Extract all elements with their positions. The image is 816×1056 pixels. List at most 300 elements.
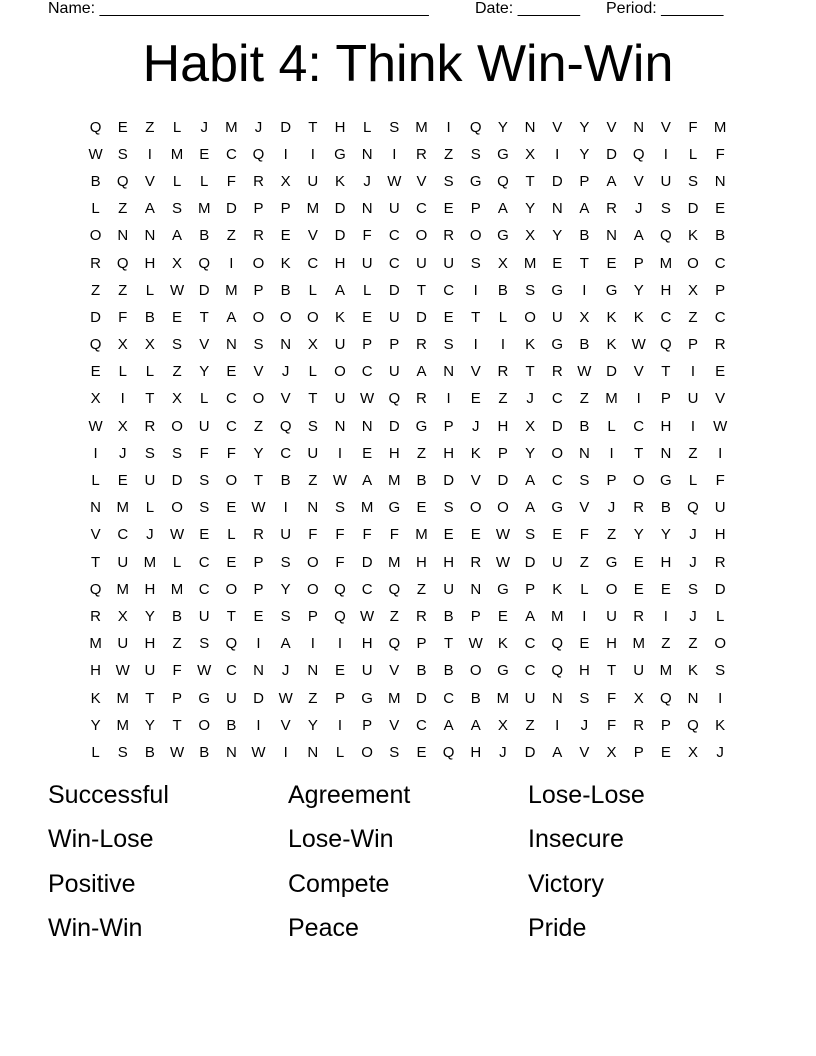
grid-letter: E xyxy=(443,200,454,218)
grid-letter: Z xyxy=(172,635,182,653)
grid-letter: Y xyxy=(633,281,644,299)
grid-letter: Q xyxy=(632,145,645,163)
grid-letter: W xyxy=(169,743,185,761)
grid-letter: K xyxy=(280,254,291,272)
grid-letter: D xyxy=(388,417,400,435)
grid-letter: Q xyxy=(551,662,564,680)
grid-letter: G xyxy=(551,499,564,517)
grid-letter: Q xyxy=(442,743,455,761)
grid-letter: P xyxy=(660,390,671,408)
grid-letter: I xyxy=(636,390,641,408)
grid-row xyxy=(82,141,734,168)
grid-letter: T xyxy=(145,390,155,408)
grid-letter: L xyxy=(118,363,127,381)
grid-letter: U xyxy=(117,635,129,653)
grid-letter: X xyxy=(497,254,508,272)
grid-letter: T xyxy=(172,716,182,734)
grid-row xyxy=(82,332,734,359)
grid-letter: I xyxy=(555,716,560,734)
grid-letter: S xyxy=(579,472,590,490)
grid-letter: S xyxy=(199,499,210,517)
grid-letter: W xyxy=(495,553,510,571)
grid-letter: X xyxy=(172,390,183,408)
grid-letter: Z xyxy=(90,281,101,299)
word-bank-row xyxy=(48,824,768,868)
grid-letter: O xyxy=(469,662,482,680)
grid-row xyxy=(82,467,734,494)
grid-letter: F xyxy=(362,227,372,245)
grid-letter: I xyxy=(446,390,451,408)
grid-letter: Z xyxy=(444,145,454,163)
grid-letter: T xyxy=(525,363,535,381)
grid-letter: R xyxy=(144,417,156,435)
grid-letter: B xyxy=(280,472,291,490)
grid-letter: N xyxy=(470,580,482,598)
grid-letter: K xyxy=(470,444,481,462)
grid-letter: Q xyxy=(116,254,129,272)
grid-letter: H xyxy=(416,553,427,571)
grid-letter: N xyxy=(280,336,292,354)
grid-letter: N xyxy=(443,363,455,381)
grid-letter: G xyxy=(361,689,373,707)
grid-row xyxy=(82,712,734,739)
grid-letter: Y xyxy=(497,118,508,136)
grid-letter: V xyxy=(280,390,291,408)
grid-letter: U xyxy=(524,689,536,707)
grid-letter: D xyxy=(606,145,617,163)
grid-letter: S xyxy=(525,526,536,544)
grid-letter: H xyxy=(361,635,373,653)
grid-letter: D xyxy=(524,743,536,761)
grid-letter: V xyxy=(144,172,155,190)
grid-letter: W xyxy=(251,743,266,761)
grid-letter: D xyxy=(225,200,237,218)
grid-letter: X xyxy=(525,145,536,163)
grid-letter: Z xyxy=(688,635,698,653)
grid-letter: D xyxy=(198,281,210,299)
grid-letter: V xyxy=(253,363,264,381)
grid-letter: M xyxy=(225,281,238,299)
grid-letter: H xyxy=(443,553,455,571)
grid-letter: J xyxy=(200,118,208,136)
grid-letter: T xyxy=(308,118,318,136)
word-bank-item: Peace xyxy=(288,913,359,942)
page-title: Habit 4: Think Win-Win xyxy=(142,35,674,93)
grid-letter: M xyxy=(306,200,320,218)
grid-letter: I xyxy=(500,336,505,354)
grid-letter: O xyxy=(225,580,238,598)
word-bank-item: Compete xyxy=(288,869,390,898)
grid-letter: E xyxy=(226,553,237,571)
grid-letter: N xyxy=(334,417,346,435)
grid-letter: V xyxy=(280,716,291,734)
grid-letter: X xyxy=(144,336,155,354)
grid-letter: J xyxy=(689,553,697,571)
grid-letter: R xyxy=(253,526,264,544)
grid-letter: X xyxy=(117,417,128,435)
grid-letter: J xyxy=(254,118,263,136)
grid-letter: L xyxy=(227,526,236,544)
grid-letter: E xyxy=(715,363,726,381)
grid-letter: E xyxy=(117,118,128,136)
grid-letter: R xyxy=(416,145,427,163)
grid-letter: I xyxy=(256,635,261,653)
grid-letter: X xyxy=(90,390,101,408)
grid-letter: B xyxy=(443,662,454,680)
grid-letter: E xyxy=(552,254,563,272)
grid-letter: E xyxy=(443,526,454,544)
grid-letter: S xyxy=(117,145,128,163)
grid-letter: T xyxy=(145,689,155,707)
grid-letter: T xyxy=(199,308,209,326)
grid-letter: M xyxy=(523,254,537,272)
grid-letter: X xyxy=(688,743,699,761)
grid-letter: Y xyxy=(144,607,155,625)
grid-letter: W xyxy=(88,417,103,435)
grid-letter: M xyxy=(659,254,673,272)
grid-letter: L xyxy=(200,390,209,408)
grid-letter: R xyxy=(714,553,726,571)
grid-letter: O xyxy=(334,363,346,381)
grid-row xyxy=(82,196,734,223)
grid-letter: P xyxy=(525,580,536,598)
grid-letter: P xyxy=(253,553,264,571)
grid-letter: L xyxy=(145,499,155,517)
grid-letter: S xyxy=(307,417,318,435)
grid-letter: D xyxy=(361,553,373,571)
grid-letter: Q xyxy=(469,118,482,136)
grid-letter: W xyxy=(197,662,212,680)
grid-letter: X xyxy=(579,308,590,326)
grid-letter: Q xyxy=(198,254,211,272)
grid-letter: F xyxy=(226,172,236,190)
grid-letter: O xyxy=(361,743,373,761)
grid-letter: M xyxy=(550,607,564,625)
grid-letter: H xyxy=(497,417,509,435)
grid-row xyxy=(82,603,734,630)
grid-letter: R xyxy=(497,363,509,381)
grid-letter: O xyxy=(551,444,564,462)
grid-letter: R xyxy=(606,200,617,218)
grid-letter: S xyxy=(144,444,155,462)
grid-letter: U xyxy=(334,336,346,354)
grid-letter: X xyxy=(280,172,291,190)
grid-letter: P xyxy=(443,417,454,435)
grid-letter: I xyxy=(446,118,451,136)
grid-letter: P xyxy=(253,281,264,299)
grid-letter: M xyxy=(632,635,645,653)
grid-letter: I xyxy=(663,145,668,163)
grid-letter: Y xyxy=(144,716,155,734)
grid-letter: I xyxy=(229,254,234,272)
grid-row xyxy=(82,495,734,522)
grid-letter: U xyxy=(361,662,373,680)
grid-letter: K xyxy=(606,308,617,326)
grid-letter: C xyxy=(225,662,237,680)
grid-letter: D xyxy=(606,363,617,381)
grid-letter: S xyxy=(688,580,699,598)
grid-letter: M xyxy=(415,118,428,136)
grid-letter: U xyxy=(307,172,319,190)
grid-letter: C xyxy=(416,716,427,734)
grid-letter: K xyxy=(715,716,726,734)
grid-letter: Y xyxy=(579,118,590,136)
grid-letter: C xyxy=(443,689,455,707)
grid-letter: J xyxy=(363,172,371,190)
grid-letter: W xyxy=(360,607,375,625)
grid-letter: G xyxy=(388,499,401,517)
grid-letter: U xyxy=(144,662,156,680)
grid-letter: H xyxy=(144,635,156,653)
grid-letter: L xyxy=(308,281,317,299)
grid-letter: P xyxy=(253,580,264,598)
grid-letter: Y xyxy=(280,580,291,598)
grid-letter: R xyxy=(416,390,427,408)
grid-letter: X xyxy=(606,743,617,761)
grid-letter: P xyxy=(579,172,590,190)
grid-letter: D xyxy=(253,689,264,707)
grid-letter: O xyxy=(497,499,509,517)
grid-letter: G xyxy=(334,145,346,163)
grid-letter: M xyxy=(415,526,428,544)
grid-letter: I xyxy=(718,689,723,707)
grid-letter: N xyxy=(307,662,319,680)
grid-letter: G xyxy=(198,689,211,707)
grid-letter: Q xyxy=(660,689,672,707)
grid-letter: O xyxy=(252,308,265,326)
grid-letter: H xyxy=(90,662,101,680)
grid-letter: B xyxy=(199,227,210,245)
grid-letter: M xyxy=(89,635,102,653)
grid-letter: L xyxy=(362,281,372,299)
grid-letter: N xyxy=(225,336,237,354)
grid-letter: M xyxy=(605,390,618,408)
grid-letter: U xyxy=(280,526,292,544)
grid-letter: O xyxy=(524,308,536,326)
grid-letter: N xyxy=(225,743,237,761)
grid-letter: F xyxy=(199,444,209,462)
grid-letter: D xyxy=(334,227,346,245)
grid-row xyxy=(82,223,734,250)
grid-letter: E xyxy=(715,200,726,218)
grid-letter: Y xyxy=(660,526,671,544)
grid-letter: T xyxy=(471,308,481,326)
grid-letter: K xyxy=(606,336,617,354)
grid-letter: E xyxy=(416,743,427,761)
grid-row xyxy=(82,739,734,766)
grid-letter: M xyxy=(713,118,727,136)
grid-letter: R xyxy=(90,254,101,272)
grid-letter: W xyxy=(88,145,103,163)
grid-letter: C xyxy=(225,417,237,435)
grid-letter: O xyxy=(632,472,645,490)
grid-letter: P xyxy=(416,635,427,653)
grid-letter: U xyxy=(361,254,373,272)
grid-letter: O xyxy=(252,390,265,408)
grid-letter: G xyxy=(469,172,482,190)
grid-letter: B xyxy=(226,716,237,734)
grid-letter: C xyxy=(198,580,210,598)
grid-letter: W xyxy=(332,472,348,490)
grid-letter: V xyxy=(389,662,400,680)
grid-letter: E xyxy=(90,363,101,381)
grid-letter: X xyxy=(117,607,128,625)
grid-letter: I xyxy=(283,145,288,163)
grid-letter: W xyxy=(495,526,510,544)
grid-letter: C xyxy=(416,200,427,218)
grid-letter: Z xyxy=(579,390,589,408)
grid-letter: H xyxy=(334,254,346,272)
grid-letter: Y xyxy=(90,716,101,734)
grid-letter: B xyxy=(416,662,427,680)
grid-letter: M xyxy=(496,689,510,707)
grid-letter: L xyxy=(172,172,182,190)
grid-letter: V xyxy=(199,336,210,354)
grid-letter: A xyxy=(362,472,373,490)
grid-letter: U xyxy=(388,308,400,326)
grid-letter: F xyxy=(606,689,617,707)
word-bank-row xyxy=(48,869,768,913)
grid-letter: E xyxy=(579,635,590,653)
grid-row xyxy=(82,359,734,386)
grid-letter: A xyxy=(334,281,345,299)
grid-letter: M xyxy=(388,553,401,571)
grid-letter: W xyxy=(278,689,293,707)
grid-letter: R xyxy=(90,607,101,625)
grid-letter: E xyxy=(443,308,454,326)
grid-letter: A xyxy=(579,200,590,218)
grid-letter: E xyxy=(552,526,563,544)
grid-letter: R xyxy=(633,716,645,734)
grid-letter: N xyxy=(687,689,699,707)
grid-letter: L xyxy=(172,553,182,571)
grid-letter: X xyxy=(117,336,128,354)
grid-letter: U xyxy=(416,254,427,272)
grid-letter: Z xyxy=(661,635,671,653)
grid-letter: R xyxy=(714,336,726,354)
grid-letter: E xyxy=(226,363,237,381)
grid-row xyxy=(82,631,734,658)
grid-letter: R xyxy=(633,607,645,625)
grid-letter: G xyxy=(660,472,672,490)
grid-letter: S xyxy=(443,499,454,517)
grid-letter: L xyxy=(607,417,616,435)
grid-letter: T xyxy=(416,281,427,299)
grid-letter: M xyxy=(116,580,129,598)
grid-letter: S xyxy=(280,553,291,571)
grid-letter: Q xyxy=(116,172,129,190)
grid-letter: M xyxy=(360,499,374,517)
grid-letter: X xyxy=(525,417,536,435)
grid-letter: I xyxy=(473,281,478,299)
grid-row xyxy=(82,114,734,141)
grid-letter: W xyxy=(468,635,483,653)
grid-letter: L xyxy=(172,118,182,136)
word-bank-item: Positive xyxy=(48,869,136,898)
grid-letter: A xyxy=(280,635,291,653)
grid-letter: L xyxy=(145,281,155,299)
grid-letter: B xyxy=(470,689,481,707)
grid-letter: P xyxy=(280,200,291,218)
grid-letter: B xyxy=(144,308,155,326)
grid-letter: A xyxy=(470,716,481,734)
grid-letter: C xyxy=(660,308,672,326)
grid-letter: T xyxy=(661,363,671,381)
grid-letter: O xyxy=(306,580,319,598)
grid-letter: M xyxy=(170,580,184,598)
grid-letter: H xyxy=(660,417,672,435)
grid-letter: W xyxy=(713,417,728,435)
word-bank-item: Successful xyxy=(48,781,169,809)
grid-letter: P xyxy=(715,281,726,299)
grid-letter: A xyxy=(525,607,536,625)
grid-letter: S xyxy=(715,662,726,680)
grid-letter: O xyxy=(279,308,292,326)
grid-letter: B xyxy=(443,607,454,625)
grid-letter: Z xyxy=(498,390,508,408)
grid-row xyxy=(82,277,734,304)
grid-letter: C xyxy=(524,635,536,653)
grid-letter: Z xyxy=(226,227,236,245)
grid-letter: D xyxy=(714,580,726,598)
grid-letter: S xyxy=(117,743,128,761)
grid-row xyxy=(82,250,734,277)
grid-letter: C xyxy=(307,254,319,272)
grid-letter: O xyxy=(171,499,183,517)
grid-letter: C xyxy=(633,417,645,435)
grid-letter: H xyxy=(443,444,455,462)
grid-letter: Z xyxy=(172,363,182,381)
grid-letter: Z xyxy=(389,607,399,625)
grid-letter: Z xyxy=(688,308,698,326)
grid-letter: V xyxy=(389,716,400,734)
grid-letter: H xyxy=(714,526,726,544)
grid-letter: I xyxy=(582,281,587,299)
grid-letter: J xyxy=(689,526,697,544)
grid-letter: F xyxy=(308,526,318,544)
grid-letter: O xyxy=(198,716,211,734)
grid-letter: O xyxy=(306,553,319,571)
grid-letter: V xyxy=(579,499,590,517)
grid-letter: J xyxy=(634,200,643,218)
grid-letter: E xyxy=(334,662,345,680)
grid-letter: J xyxy=(689,607,697,625)
grid-letter: Z xyxy=(253,417,264,435)
grid-letter: C xyxy=(361,363,373,381)
grid-letter: Z xyxy=(525,716,535,734)
grid-letter: L xyxy=(145,363,155,381)
grid-letter: M xyxy=(116,716,129,734)
grid-letter: I xyxy=(337,635,343,653)
grid-letter: H xyxy=(470,743,482,761)
grid-letter: R xyxy=(551,363,563,381)
grid-letter: J xyxy=(146,526,154,544)
grid-letter: Q xyxy=(225,635,238,653)
grid-letter: T xyxy=(253,472,264,490)
grid-letter: I xyxy=(555,145,560,163)
grid-letter: Q xyxy=(388,635,401,653)
grid-letter: V xyxy=(579,743,590,761)
grid-letter: S xyxy=(470,254,481,272)
grid-letter: D xyxy=(171,472,183,490)
grid-letter: M xyxy=(388,472,401,490)
grid-letter: Q xyxy=(89,580,102,598)
grid-letter: N xyxy=(633,118,645,136)
grid-letter: K xyxy=(525,336,536,354)
grid-letter: S xyxy=(280,607,291,625)
grid-letter: P xyxy=(688,336,699,354)
grid-letter: V xyxy=(606,118,617,136)
